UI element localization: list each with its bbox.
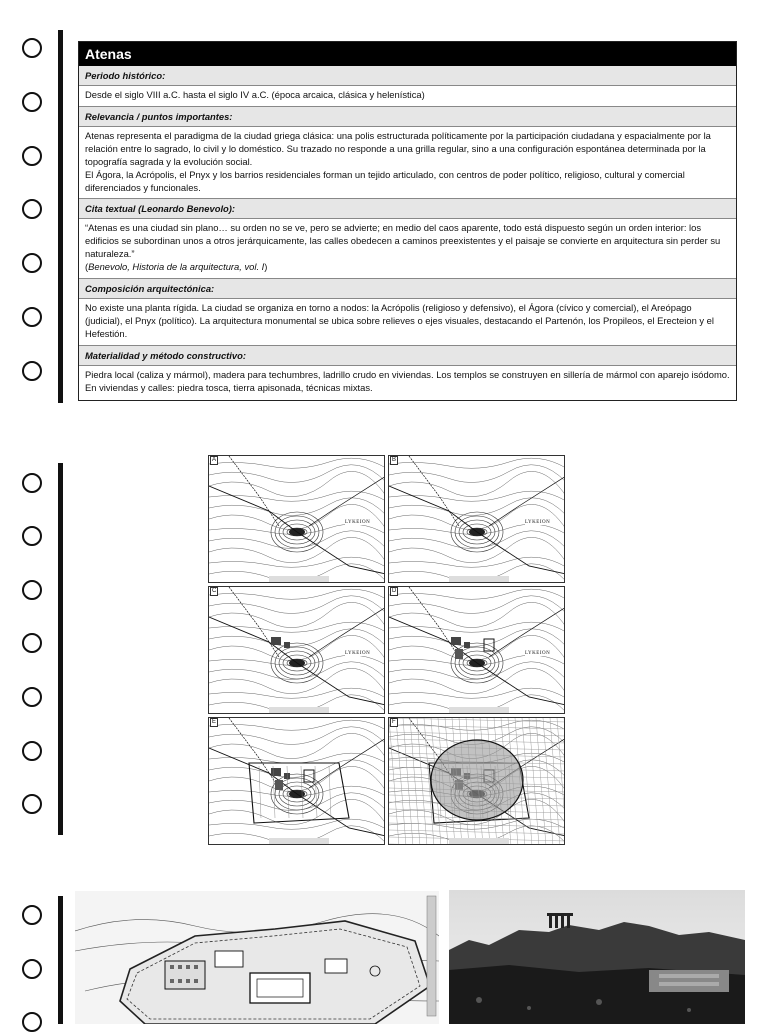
section-body [79, 219, 736, 278]
binder-ring [22, 307, 42, 327]
binder-ring [22, 526, 42, 546]
binder-ring [22, 199, 42, 219]
map-panel [388, 717, 565, 845]
panel-letter: F [392, 719, 396, 725]
map-panel [208, 717, 385, 845]
binder-ring [22, 92, 42, 112]
binder-ring [22, 146, 42, 166]
panel-letter: A [212, 457, 217, 463]
map-panel [208, 455, 385, 583]
quote-source: (Benevolo, Historia de la arquitectura, vol. I) [85, 261, 268, 273]
topographic-map-drawing [209, 718, 385, 845]
page-divider-bar [58, 463, 63, 835]
binder-ring [22, 473, 42, 493]
map-panel [208, 586, 385, 714]
acropolis-plan-drawing [75, 891, 439, 1024]
binder-ring [22, 633, 42, 653]
binder-ring [22, 687, 42, 707]
page-divider-bar [58, 30, 63, 403]
binder-ring [22, 580, 42, 600]
map-place-label: LYKEION [345, 520, 371, 525]
section-body [79, 299, 736, 345]
section-body [79, 86, 736, 106]
card-title: Atenas [79, 42, 736, 66]
panel-letter: D [392, 588, 397, 594]
section-heading: Cita textual (Leonardo Benevolo): [79, 198, 736, 219]
binder-ring [22, 253, 42, 273]
binder-ring [22, 959, 42, 979]
section-heading: Composición arquitectónica: [79, 278, 736, 299]
map-panel [388, 455, 565, 583]
binder-ring [22, 38, 42, 58]
map-place-label: LYKEION [345, 651, 371, 656]
section-paragraph: Desde el siglo VIII a.C. hasta el siglo IV a.C. (época arcaica, clásica y helenística) [85, 89, 425, 100]
map-place-label: LYKEION [525, 520, 551, 525]
quote-text: “Atenas es una ciudad sin plano… su orden no se ve, pero se advierte; en medio del caos aparente, todo está dispuesto según un orden interior: los edificios se subordinan unos a otros jerárquicamente, las calles obedecen a caminos preexistentes y el paisaje se convierte en arquitectura sin perder su naturaleza.” [85, 222, 721, 260]
info-card [78, 41, 737, 401]
section-composition [79, 278, 736, 345]
section-quote [79, 198, 736, 278]
section-body [79, 366, 736, 400]
section-paragraph: El Ágora, la Acrópolis, el Pnyx y los barrios residenciales forman un tejido articulado, con centros de poder político, religioso, cultural y comercial diferenciados y funcionales. [85, 168, 685, 193]
section-heading: Periodo histórico: [79, 66, 736, 86]
section-paragraph: No existe una planta rígida. La ciudad se organiza en torno a nodos: la Acrópolis (religioso y defensivo), el Ágora (cívico y comercial), el Areópago (judicial), el Pnyx (político). La arquitectura monumental se ubica sobre relieves o ejes visuales, destacando el Partenón, los Propileos, el Erecteion y el Hefestión. [85, 302, 714, 339]
binder-ring [22, 1012, 42, 1032]
binder-ring [22, 741, 42, 761]
section-heading: Materialidad y método constructivo: [79, 345, 736, 366]
panel-letter: B [392, 457, 397, 463]
map-panel [388, 586, 565, 714]
acropolis-photo [449, 890, 745, 1024]
page-divider-bar [58, 896, 63, 1024]
binder-ring [22, 361, 42, 381]
panel-letter: C [212, 588, 217, 594]
map-place-label: LYKEION [525, 651, 551, 656]
section-body [79, 127, 736, 199]
section-heading: Relevancia / puntos importantes: [79, 106, 736, 127]
section-materials [79, 345, 736, 400]
section-paragraph: Atenas representa el paradigma de la ciudad griega clásica: una polis estructurada políticamente por la participación ciudadana y espacialmente por la relación entre lo sagrado, lo civil y lo doméstico. Su trazado no responde a una grilla regular, sino a una configuración espontánea determinada por la topografía sagrada y la evolución social. [85, 129, 711, 167]
section-relevance [79, 106, 736, 199]
section-paragraph: Piedra local (caliza y mármol), madera para techumbres, ladrillo crudo en viviendas. Los templos se construyen en sillería de mármol con aparejo isódomo. En viviendas y calles: piedra tosca, tierra apisonada, técnicas mixtas. [85, 368, 730, 393]
quote-source-text: Benevolo, Historia de la arquitectura, vol. I [88, 261, 265, 273]
topographic-map-drawing [389, 718, 565, 845]
section-period [79, 66, 736, 106]
panel-letter: E [212, 719, 217, 725]
binder-ring [22, 794, 42, 814]
binder-ring [22, 905, 42, 925]
